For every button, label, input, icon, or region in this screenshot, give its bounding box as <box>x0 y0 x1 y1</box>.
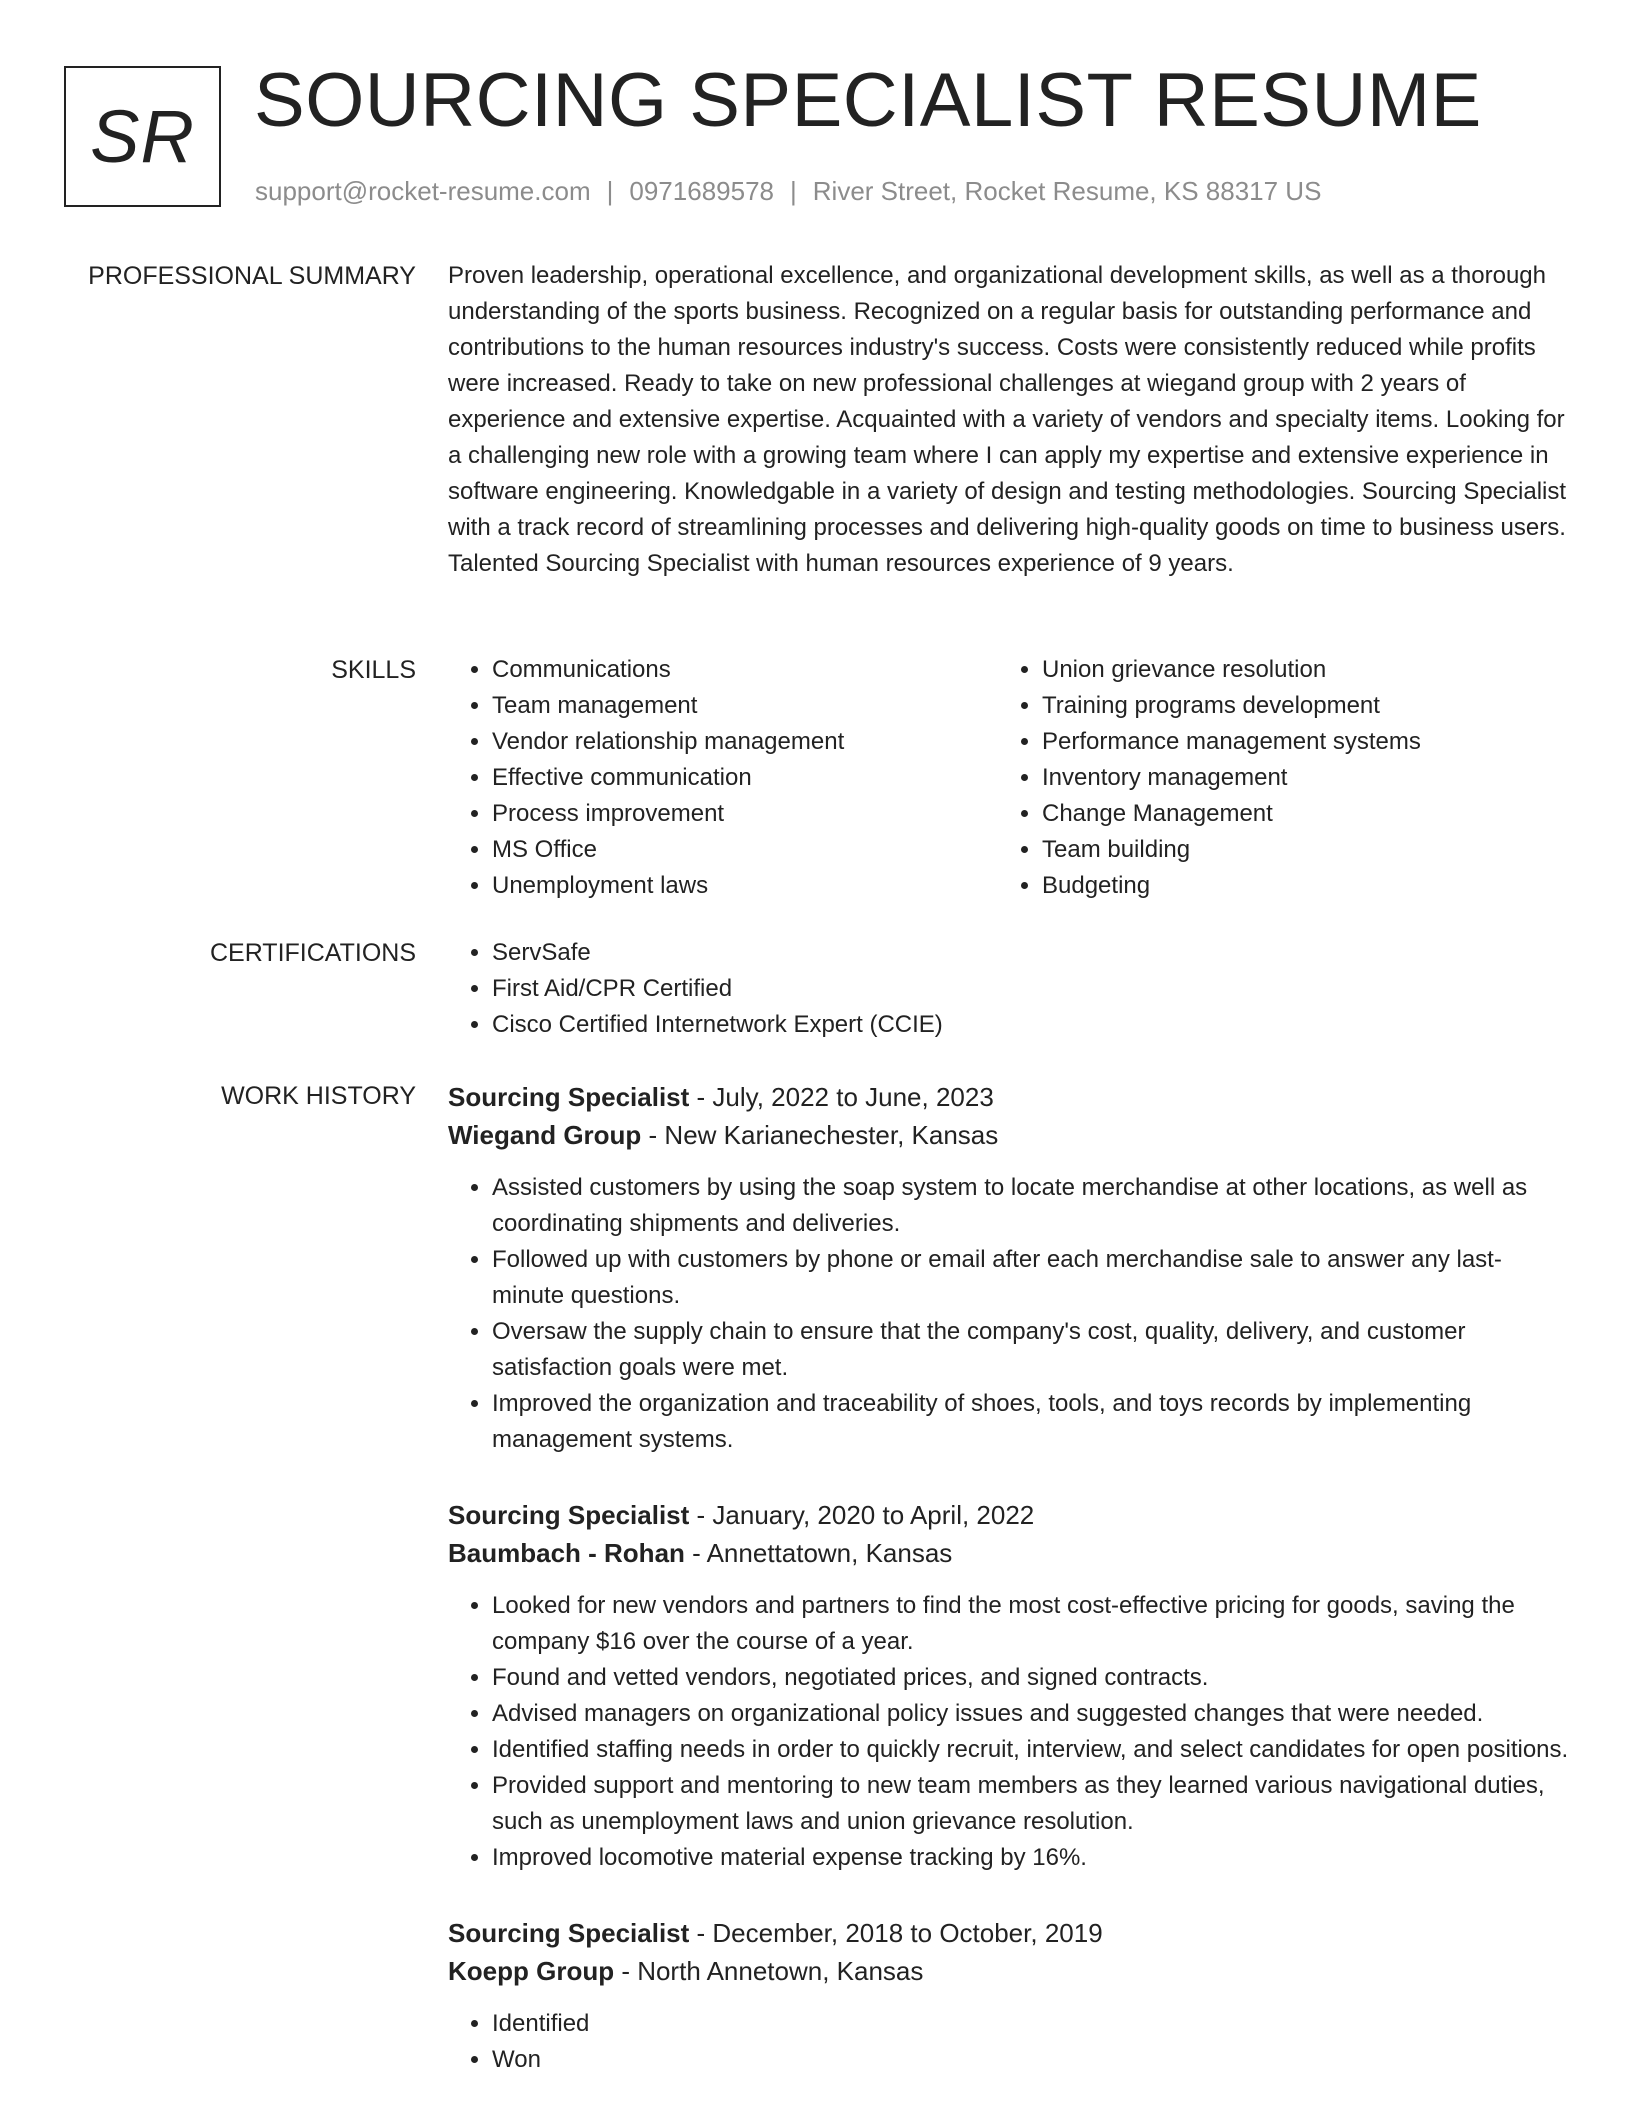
skill-item: • Unemployment laws <box>492 868 998 904</box>
skills-heading: SKILLS <box>331 656 416 684</box>
skills-body <box>448 652 1570 904</box>
certifications-list <box>448 935 1570 1043</box>
job-title-line <box>448 1496 1570 1534</box>
job-company: Wiegand Group <box>448 1120 642 1150</box>
job-location: - North Annetown, Kansas <box>614 1956 924 1986</box>
job-bullet: • Won <box>492 2042 1570 2078</box>
job-bullet: • Found and vetted vendors, negotiated prices, and signed contracts. <box>492 1660 1570 1696</box>
job-entry <box>448 1078 1570 1458</box>
certification-item: • First Aid/CPR Certified <box>492 971 1570 1007</box>
contact-address: River Street, Rocket Resume, KS 88317 US <box>812 176 1322 206</box>
job-bullet: • Looked for new vendors and partners to find the most cost-effective pricing for goods, saving the company $16 over the course of a year. <box>492 1588 1570 1660</box>
job-company: Koepp Group <box>448 1956 615 1986</box>
skill-item: • Inventory management <box>1042 760 1548 796</box>
job-company-line <box>448 1534 1570 1572</box>
skill-item: • Process improvement <box>492 796 998 832</box>
skill-item: • Team building <box>1042 832 1548 868</box>
skill-item: • Vendor relationship management <box>492 724 998 760</box>
job-dates: - January, 2020 to April, 2022 <box>689 1500 1035 1530</box>
skills-column-left <box>448 652 998 904</box>
skill-item: • MS Office <box>492 832 998 868</box>
summary-body <box>448 258 1570 582</box>
job-bullet: • Improved the organization and traceability of shoes, tools, and toys records by implementing management systems. <box>492 1386 1570 1458</box>
job-bullets <box>448 1170 1570 1458</box>
job-bullet: • Assisted customers by using the soap system to locate merchandise at other locations, as well as coordinating shipments and deliveries. <box>492 1170 1570 1242</box>
work-history-heading: WORK HISTORY <box>221 1082 416 1110</box>
job-bullet: • Advised managers on organizational policy issues and suggested changes that were needed. <box>492 1696 1570 1732</box>
skills-column-right <box>998 652 1548 904</box>
skill-item: • Change Management <box>1042 796 1548 832</box>
job-bullet: • Oversaw the supply chain to ensure that the company's cost, quality, delivery, and customer satisfaction goals were met. <box>492 1314 1570 1386</box>
contact-separator: | <box>606 176 614 206</box>
skill-item: • Union grievance resolution <box>1042 652 1548 688</box>
job-title: Sourcing Specialist <box>448 1082 690 1112</box>
job-company-line <box>448 1952 1570 1990</box>
job-bullet: • Identified staffing needs in order to quickly recruit, interview, and select candidates for open positions. <box>492 1732 1570 1768</box>
job-location: - Annettatown, Kansas <box>684 1538 953 1568</box>
skills-list-right <box>998 652 1548 904</box>
job-title: Sourcing Specialist <box>448 1500 690 1530</box>
job-dates: - December, 2018 to October, 2019 <box>689 1918 1103 1948</box>
skill-item: • Communications <box>492 652 998 688</box>
skill-item: • Training programs development <box>1042 688 1548 724</box>
page-title: SOURCING SPECIALIST RESUME <box>254 58 1482 143</box>
contact-separator: | <box>790 176 797 206</box>
job-dates: - July, 2022 to June, 2023 <box>689 1082 994 1112</box>
job-title-line <box>448 1914 1570 1952</box>
job-bullet: • Identified <box>492 2006 1570 2042</box>
job-entry <box>448 1496 1570 1876</box>
work-history-body <box>448 1078 1570 2116</box>
summary-heading: PROFESSIONAL SUMMARY <box>88 262 416 290</box>
job-title-line <box>448 1078 1570 1116</box>
skill-item: • Team management <box>492 688 998 724</box>
skill-item: • Budgeting <box>1042 868 1548 904</box>
job-bullet: • Improved locomotive material expense tracking by 16%. <box>492 1840 1570 1876</box>
skills-list-left <box>448 652 998 904</box>
certifications-heading: CERTIFICATIONS <box>209 939 416 967</box>
skill-item: • Performance management systems <box>1042 724 1548 760</box>
job-bullet: • Provided support and mentoring to new team members as they learned various navigational duties, such as unemployment laws and union grievance resolution. <box>492 1768 1570 1840</box>
job-location: - New Karianechester, Kansas <box>641 1120 999 1150</box>
job-title: Sourcing Specialist <box>448 1918 690 1948</box>
job-company: Baumbach - Rohan <box>448 1538 685 1568</box>
contact-phone: 0971689578 <box>629 176 774 206</box>
contact-email[interactable]: support@rocket-resume.com <box>255 176 591 206</box>
job-bullets <box>448 1588 1570 1876</box>
certifications-body <box>448 935 1570 1043</box>
job-company-line <box>448 1116 1570 1154</box>
certification-item: • Cisco Certified Internetwork Expert (CCIE) <box>492 1007 1570 1043</box>
certification-item: • ServSafe <box>492 935 1570 971</box>
monogram-logo: SR <box>64 66 221 207</box>
job-bullets <box>448 2006 1570 2078</box>
job-entry <box>448 1914 1570 2078</box>
job-bullet: • Followed up with customers by phone or email after each merchandise sale to answer any last-minute questions. <box>492 1242 1570 1314</box>
skill-item: • Effective communication <box>492 760 998 796</box>
contact-line <box>255 174 1321 208</box>
summary-text: Proven leadership, operational excellence, and organizational development skills, as well as a thorough understanding of the sports business. Recognized on a regular basis for outstanding performance and contributions to the human resources industry's success. Costs were consistently reduced while profits were increased. Ready to take on new professional challenges at wiegand group with 2 years of experience and extensive expertise. Acquainted with a variety of vendors and specialty items. Looking for a challenging new role with a growing team where I can apply my expertise and extensive experience in software engineering. Knowledgable in a variety of design and testing methodologies. Sourcing Specialist with a track record of streamlining processes and delivering high-quality goods on time to business users. Talented Sourcing Specialist with human resources experience of 9 years. <box>448 262 1567 577</box>
